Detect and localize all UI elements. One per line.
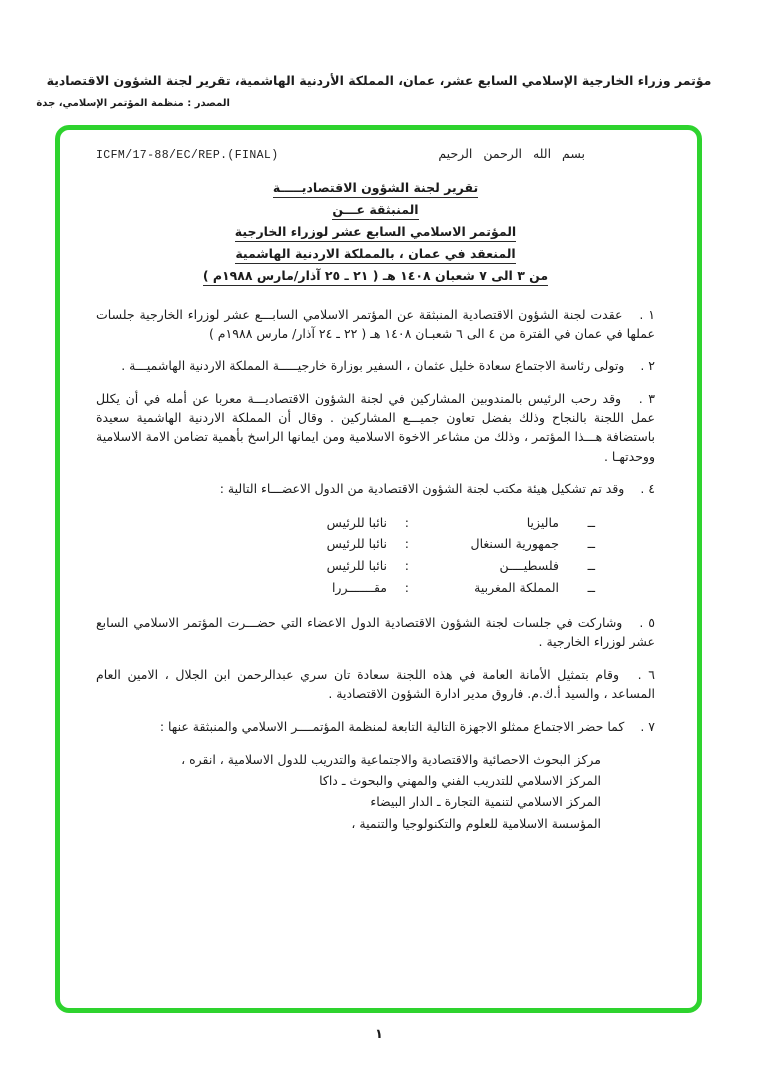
paragraph-text: عقدت لجنة الشؤون الاقتصادية المنبثقة عن المؤتمر الاسلامي السابـــع عشر لوزراء الخارجية جلسات عملها في عمان في الفترة من ٤ الى ٦ شعبـان ١٤٠٨ هـ ( ٢٢ ـ ٢٤ آذار/ مارس ١٩٨٨م ) <box>96 306 655 341</box>
officer-colon: : <box>404 514 409 530</box>
paragraph-text: وشاركت في جلسات لجنة الشؤون الاقتصادية الدول الاعضاء التي حضـــرت المؤتمر الاسلامي السابع عشر لوزراء الخارجية . <box>96 615 655 650</box>
paragraph <box>96 717 655 736</box>
paragraph-text: وقد رحب الرئيس بالمندوبين المشاركين في لجنة الشؤون الاقتصاديـــة معربا عن أمله في أن يكلل عمل اللجنة بالنجاح وذلك بفضل تعاون جميـــع المشاركين . وقال أن المملكة الاردنية الهاشمية سعيدة باستضافة هـــذا المؤتمر ، وذلك من مشاعر الاخوة الاسلامية ومن ايمانها الراسخ بأهمية تضامن الامة الاسلامية ووحدتهـا . <box>96 390 655 464</box>
officer-country: ماليزيا <box>526 514 559 530</box>
reference-row <box>96 146 655 162</box>
list-dash: ــ <box>587 514 595 530</box>
list-item: المركز الاسلامي لتنمية التجارة ـ الدار البيضاء <box>370 794 601 810</box>
document-title-line: المنعقد في عمان ، بالمملكة الاردنية الهاشمية <box>96 246 655 261</box>
paragraph-number: ١ . <box>639 306 655 322</box>
list-dash: ــ <box>587 536 595 552</box>
paragraph <box>96 305 655 344</box>
officer-row <box>96 512 595 534</box>
officer-country: المملكة المغربية <box>474 580 559 596</box>
officer-colon: : <box>404 536 409 552</box>
paragraph <box>96 389 655 467</box>
affiliated-bodies-list <box>96 749 601 834</box>
paragraph-text: وقد تم تشكيل هيئة مكتب لجنة الشؤون الاقتصادية من الدول الاعضـــاء التالية : <box>219 481 625 497</box>
paragraph-number: ٥ . <box>639 615 655 630</box>
list-item: المركز الاسلامي للتدريب الفني والمهني والبحوث ـ داكا <box>319 773 601 789</box>
list-dash: ــ <box>587 580 595 596</box>
list-item: المؤسسة الاسلامية للعلوم والتكنولوجيا والتنمية ، <box>351 815 601 831</box>
paragraph <box>96 356 655 375</box>
paragraph <box>96 665 655 704</box>
list-item: مركز البحوث الاحصائية والاقتصادية والاجتماعية والتدريب للدول الاسلامية ، انقره ، <box>181 751 601 767</box>
source-line <box>0 98 230 109</box>
document-title-line: المؤتمر الاسلامي السابع عشر لوزراء الخارجية <box>96 224 655 239</box>
page-header-title: مؤتمر وزراء الخارجية الإسلامي السابع عشر، عمان، المملكة الأردنية الهاشمية، تقرير لجنة الشؤون الاقتصادية <box>46 73 712 88</box>
officers-list <box>96 512 595 600</box>
paragraph <box>96 479 655 498</box>
officer-country: جمهورية السنغال <box>470 536 559 552</box>
officer-country: فلسطيــــن <box>499 558 559 574</box>
reference-code: ICFM/17-88/EC/REP.(FINAL) <box>96 148 279 162</box>
paragraph-text: كما حضر الاجتماع ممثلو الاجهزة التالية التابعة لمنظمة المؤتمــــر الاسلامي والمنبثقة عنها : <box>159 718 625 734</box>
list-dash: ــ <box>587 558 595 574</box>
officer-colon: : <box>404 558 409 574</box>
source-value: منظمة المؤتمر الإسلامي، جدة <box>36 97 184 109</box>
basmala-text: بسم الله الرحمن الرحيم <box>438 145 585 161</box>
officer-role: نائبا للرئيس <box>326 558 387 574</box>
document-title-line: تقرير لجنة الشؤون الاقتصاديـــــة <box>96 180 655 195</box>
document-title-block <box>96 180 655 283</box>
paragraph-number: ٧ . <box>640 718 655 734</box>
document-title-line: المنبثقة عـــن <box>96 202 655 217</box>
paragraph <box>96 613 655 652</box>
paragraph-number: ٤ . <box>640 481 655 497</box>
document-title-line: من ٣ الى ٧ شعبان ١٤٠٨ هـ ( ٢١ ـ ٢٥ آذار/مارس ١٩٨٨م ) <box>96 268 655 283</box>
source-label: المصدر : <box>187 97 230 109</box>
paragraph-number: ٢ . <box>640 358 655 374</box>
document-body <box>96 305 655 834</box>
paragraph-text: وتولى رئاسة الاجتماع سعادة خليل عثمان ، السفير بوزارة خارجيـــــة المملكة الاردنية الهاشميـــة . <box>121 358 625 374</box>
officer-role: نائبا للرئيس <box>326 514 387 530</box>
document-frame <box>55 125 702 1013</box>
paragraph-text: وقام بتمثيل الأمانة العامة في هذه اللجنة سعادة تان سري عبدالرحمن ابن الجلال ، الامين العام المساعد ، والسيد أ.ك.م. فاروق مدير ادارة الشؤون الاقتصادية . <box>96 666 655 702</box>
paragraph-number: ٣ . <box>638 390 655 406</box>
officer-colon: : <box>404 580 409 596</box>
officer-row <box>96 555 595 577</box>
paragraph-number: ٦ . <box>637 666 655 682</box>
officer-row <box>96 533 595 555</box>
officer-role: نائبا للرئيس <box>326 536 387 552</box>
page-number: ١ <box>375 1026 383 1042</box>
officer-role: مقـــــــررا <box>331 580 387 596</box>
officer-row <box>96 577 595 599</box>
